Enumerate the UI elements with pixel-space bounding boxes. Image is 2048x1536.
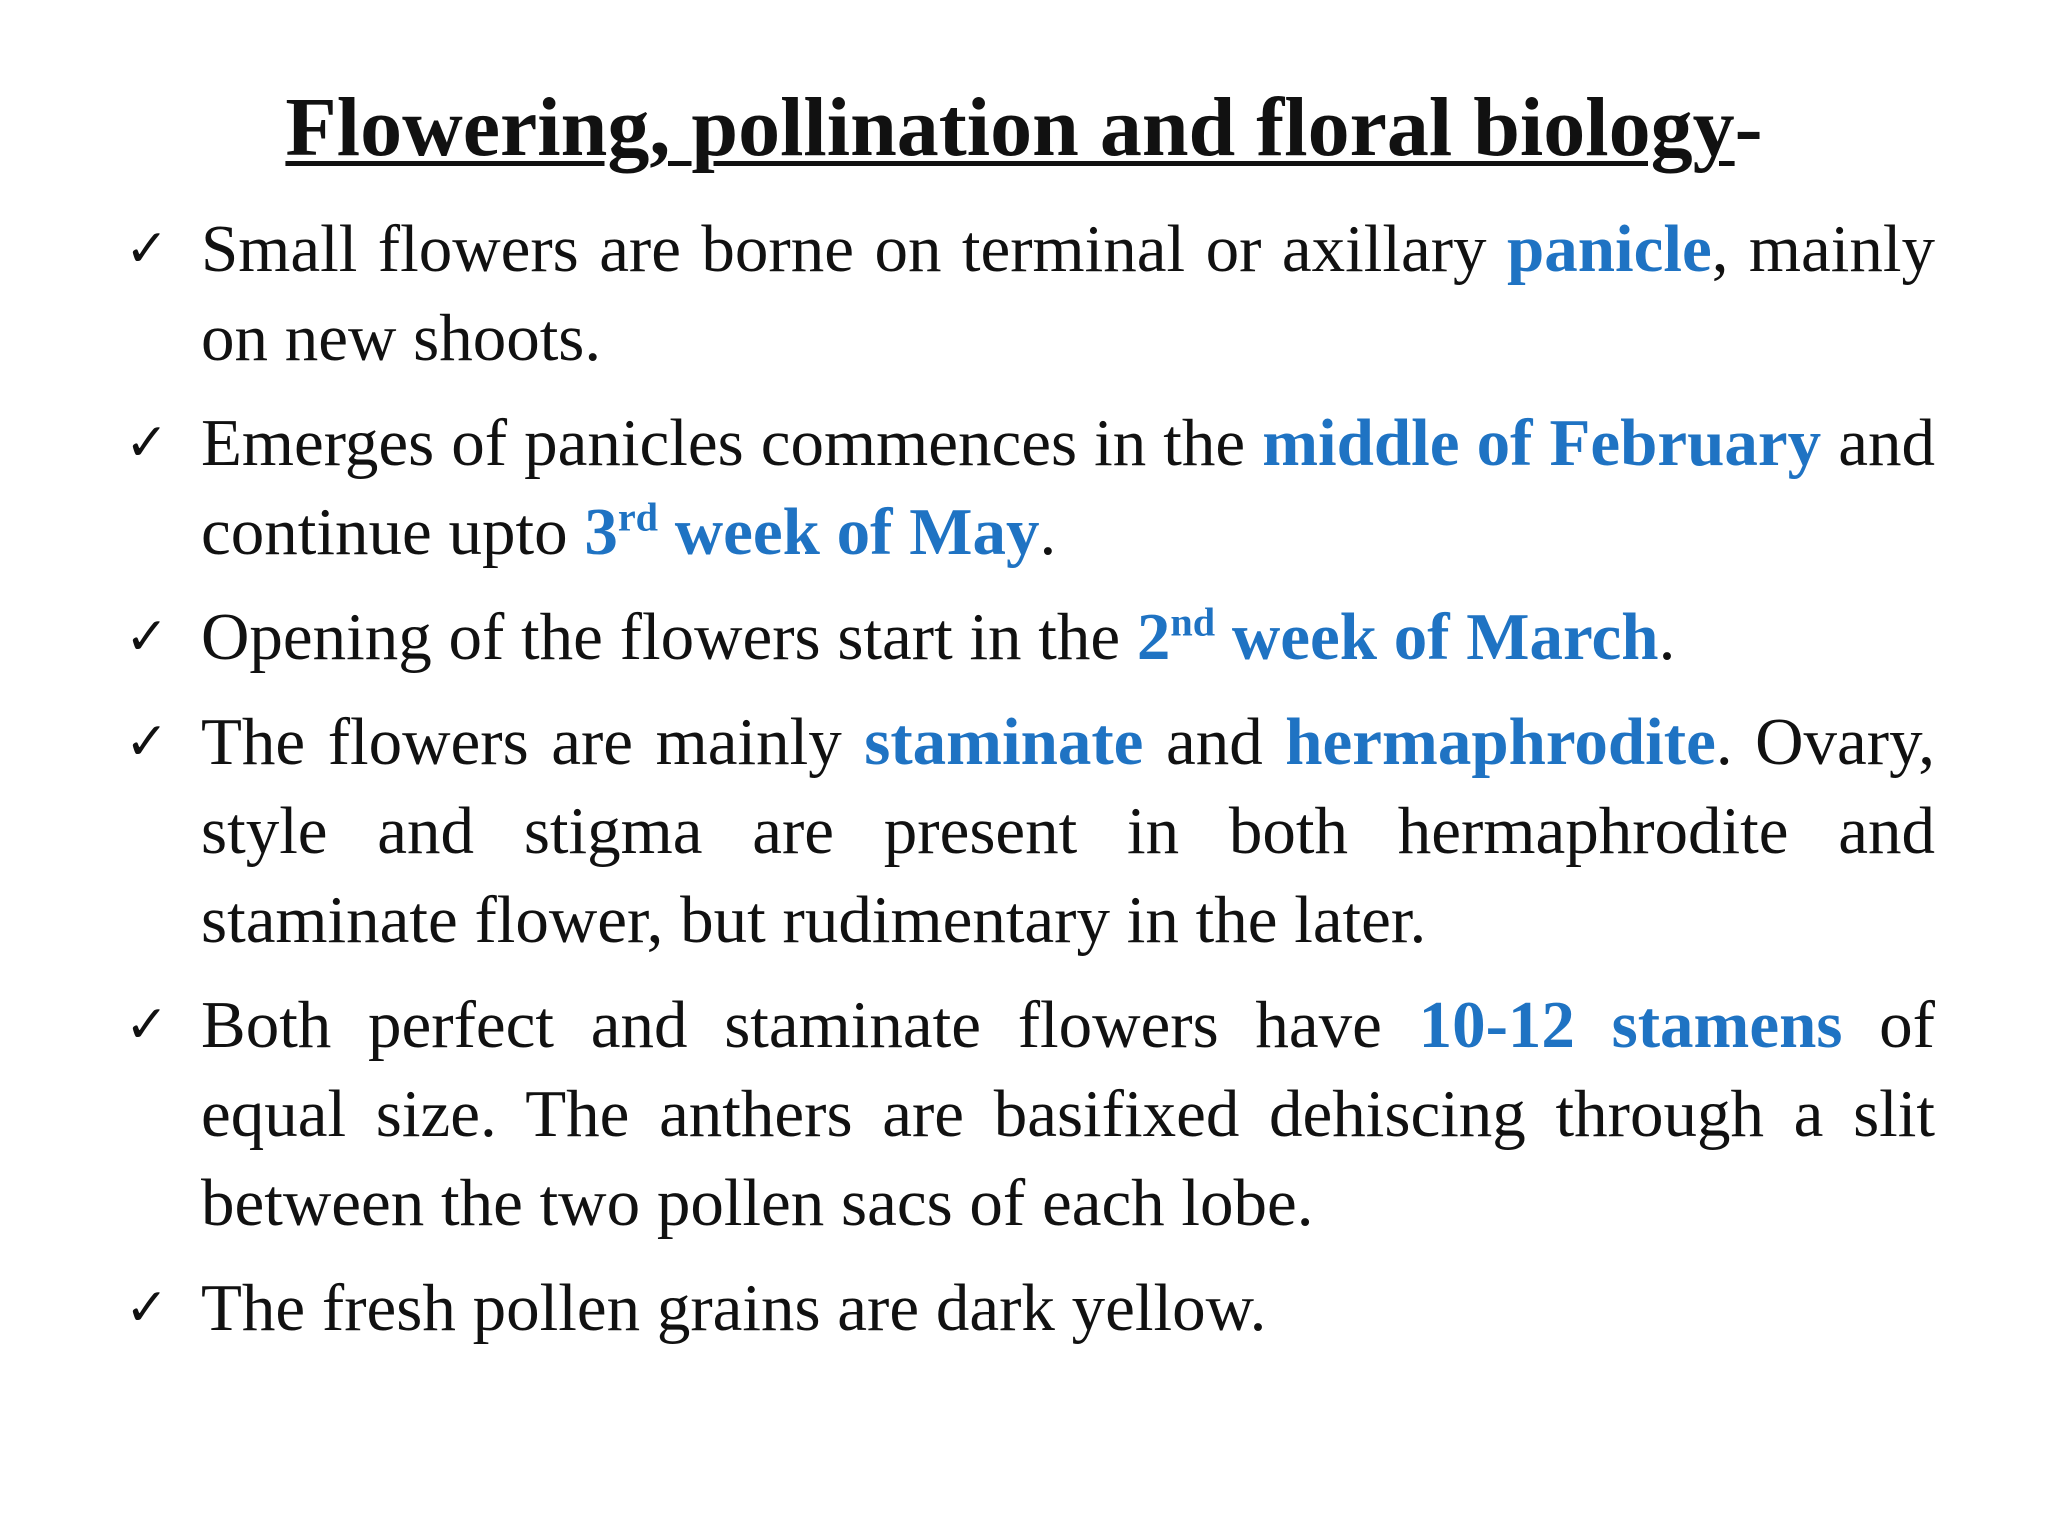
slide-title	[0, 78, 2048, 179]
highlight-text	[1137, 600, 1659, 674]
checkmark-icon: ✓	[125, 219, 169, 279]
highlight-text: staminate	[864, 705, 1144, 779]
bullet-text: Small flowers are borne on terminal or axillary	[201, 212, 1507, 286]
bullet-text: . Ovary, style and stigma are present in both hermaphrodite and staminate flower, but rudimentary in the later.	[201, 705, 1935, 957]
bullet-text: Emerges of panicles commences in the	[201, 406, 1263, 480]
highlight-number: 2	[1136, 600, 1171, 674]
title-suffix: -	[1734, 81, 1763, 174]
bullet-item	[125, 205, 1935, 383]
highlight-number: 3	[584, 495, 618, 569]
bullet-item	[125, 1264, 1935, 1353]
title-text: Flowering, pollination and floral biology	[285, 81, 1735, 174]
bullet-text: .	[1658, 600, 1676, 674]
bullet-item	[125, 593, 1935, 682]
highlight-text: panicle	[1506, 212, 1712, 286]
ordinal-suffix: nd	[1170, 599, 1216, 645]
bullet-text: The flowers are mainly	[201, 705, 865, 779]
ordinal-suffix: rd	[617, 494, 659, 540]
bullet-text: and continue upto	[201, 406, 1936, 569]
bullet-text: , mainly on new shoots.	[201, 212, 1935, 375]
checkmark-icon: ✓	[125, 413, 169, 473]
checkmark-icon: ✓	[125, 995, 169, 1055]
highlight-text: middle of February	[1262, 406, 1822, 480]
bullet-list	[125, 205, 1935, 1369]
bullet-text: Both perfect and staminate flowers have	[201, 988, 1419, 1062]
checkmark-icon: ✓	[125, 1278, 169, 1338]
bullet-item	[125, 698, 1935, 965]
bullet-item	[125, 981, 1935, 1248]
bullet-text: of equal size. The anthers are basifixed dehiscing through a slit between the two pollen sacs of each lobe.	[201, 988, 1935, 1240]
bullet-text: .	[1039, 495, 1057, 569]
highlight-text	[584, 495, 1039, 569]
bullet-text: and	[1143, 705, 1286, 779]
checkmark-icon: ✓	[125, 607, 169, 667]
highlight-text: hermaphrodite	[1285, 705, 1716, 779]
highlight-text-rest: week of May	[658, 495, 1040, 569]
bullet-text: The fresh pollen grains are dark yellow.	[201, 1271, 1267, 1345]
highlight-text-rest: week of March	[1215, 600, 1659, 674]
bullet-item	[125, 399, 1935, 577]
bullet-text: Opening of the flowers start in the	[201, 600, 1137, 674]
checkmark-icon: ✓	[125, 712, 169, 772]
highlight-text: 10-12 stamens	[1418, 988, 1843, 1062]
